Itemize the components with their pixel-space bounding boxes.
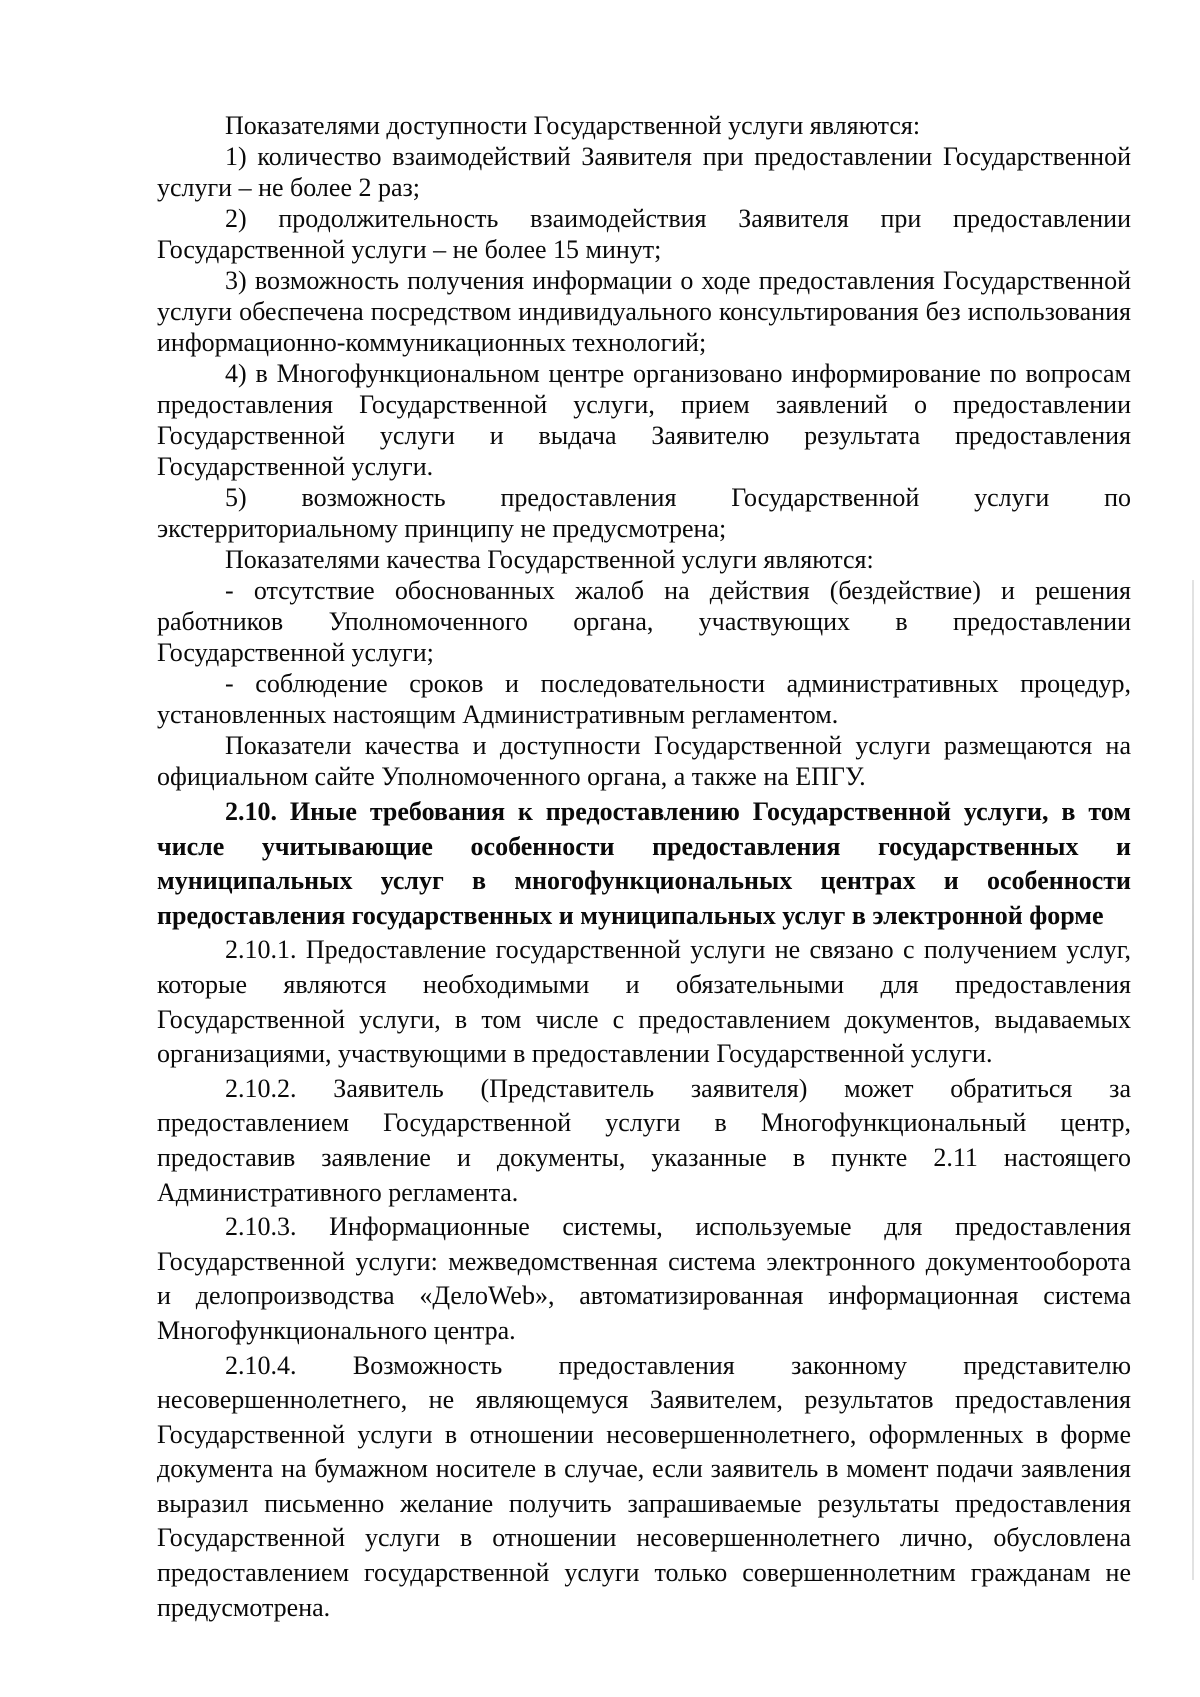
paragraph-availability-intro: Показателями доступности Государственной услуги являются: [225, 111, 921, 140]
paragraph-item-3: 3) возможность получения информации о ходе предоставления Государственной услуги обеспечена посредством индивидуального консультирования без использования информационно-коммуникационных технологий; [157, 266, 1131, 357]
paragraph-publication: Показатели качества и доступности Государственной услуги размещаются на официальном сайте Уполномоченного органа, а также на ЕПГУ. [157, 731, 1131, 791]
paragraph-item-2: 2) продолжительность взаимодействия Заявителя при предоставлении Государственной услуги – не более 15 минут; [157, 204, 1131, 264]
paragraph-2-10-3: 2.10.3. Информационные системы, используемые для предоставления Государственной услуги: межведомственная система электронного документооборота и делопроизводства «ДелоWeb», автоматизированная информационная система Многофункционального центра. [157, 1212, 1131, 1345]
section-2-10 [157, 795, 1131, 1625]
paragraph-2-10-2: 2.10.2. Заявитель (Представитель заявителя) может обратиться за предоставлением Государственной услуги в Многофункциональный центр, предоставив заявление и документы, указанные в пункте 2.11 настоящего Административного регламента. [157, 1073, 1131, 1207]
paragraph-2-10-4: 2.10.4. Возможность предоставления законному представителю несовершеннолетнего, не являющемуся Заявителем, результатов предоставления Государственной услуги в отношении несовершеннолетнего, оформленных в форме документа на бумажном носителе в случае, если заявитель в момент подачи заявления выразил письменно желание получить запрашиваемые результаты предоставления Государственной услуги в отношении несовершеннолетнего лично, обусловлена предоставлением государственной услуги только совершеннолетним гражданам не предусмотрена. [157, 1350, 1131, 1622]
paragraph-item-4: 4) в Многофункциональном центре организовано информирование по вопросам предоставления Государственной услуги, прием заявлений о предоставлении Государственной услуги и выдача Заявителю результата предоставления Государственной услуги. [157, 359, 1131, 481]
paragraph-2-10-1: 2.10.1. Предоставление государственной услуги не связано с получением услуг, которые являются необходимыми и обязательными для предоставления Государственной услуги, в том числе с предоставлением документов, выдаваемых организациями, участвующими в предоставлении Государственной услуги. [157, 935, 1131, 1069]
paragraph-item-5: 5) возможность предоставления Государственной услуги по экстерриториальному принципу не предусмотрена; [157, 483, 1131, 543]
paragraph-quality-item-2: - соблюдение сроков и последовательности административных процедур, установленных настоящим Административным регламентом. [157, 669, 1131, 729]
document-body [157, 110, 1131, 1625]
section-heading: 2.10. Иные требования к предоставлению Государственной услуги, в том числе учитывающие особенности предоставления государственных и муниципальных услуг в многофункциональных центрах и особенности предоставления государственных и муниципальных услуг в электронной форме [157, 797, 1131, 930]
paragraph-quality-item-1: - отсутствие обоснованных жалоб на действия (бездействие) и решения работников Уполномоченного органа, участвующих в предоставлении Государственной услуги; [157, 576, 1131, 667]
paragraph-quality-intro: Показателями качества Государственной услуги являются: [225, 545, 874, 574]
paragraph-item-1: 1) количество взаимодействий Заявителя при предоставлении Государственной услуги – не более 2 раз; [157, 142, 1131, 202]
availability-quality-section [157, 110, 1131, 792]
scan-edge-shadow [1192, 580, 1194, 1580]
